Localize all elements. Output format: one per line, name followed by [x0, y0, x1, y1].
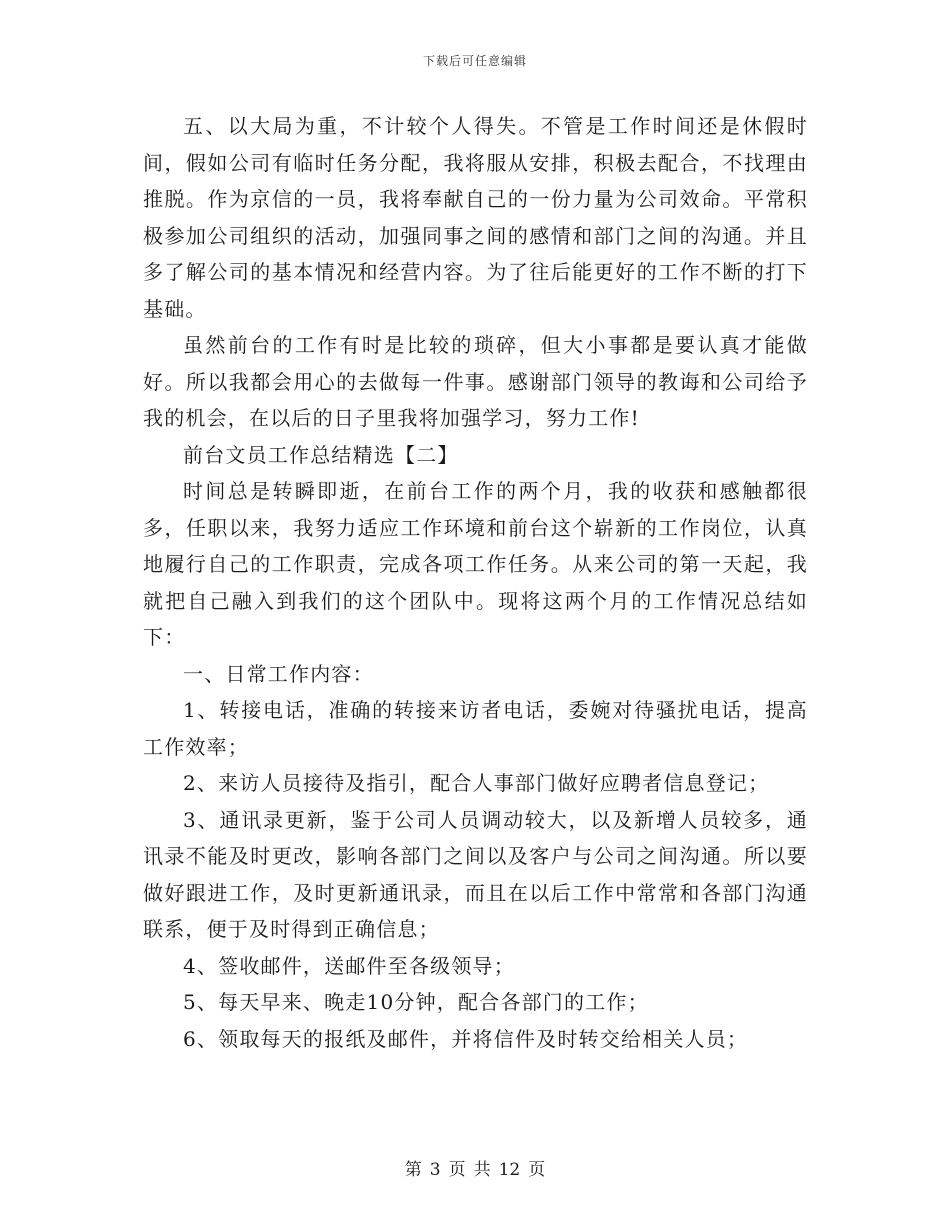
- list-item: 3、通讯录更新，鉴于公司人员调动较大，以及新增人员较多，通讯录不能及时更改，影响各部门之间以及客户与公司之间沟通。所以要做好跟进工作，及时更新通讯录，而且在以后工作中常常和各部门沟通联系，便于及时得到正确信息；: [143, 807, 808, 941]
- section-heading: 前台文员工作总结精选【二】: [183, 442, 459, 467]
- page-header: 下载后可任意编辑: [422, 54, 527, 68]
- footer-prefix: 第: [404, 1160, 422, 1180]
- list-item: 1、转接电话，准确的转接来访者电话，委婉对待骚扰电话，提高工作效率；: [143, 698, 808, 759]
- document-body: [143, 108, 808, 1057]
- list-item: 5、每天早来、晚走10分钟，配合各部门的工作；: [183, 990, 649, 1014]
- paragraph: 时间总是转瞬即逝，在前台工作的两个月，我的收获和感触都很多，任职以来，我努力适应工作环境和前台这个崭新的工作岗位，认真地履行自己的工作职责，完成各项工作任务。从来公司的第一天起，我就把自己融入到我们的这个团队中。现将这两个月的工作情况总结如下：: [143, 479, 808, 649]
- page-number: 3: [429, 1160, 441, 1180]
- footer-total-label: 共: [473, 1160, 491, 1180]
- list-item: 2、来访人员接待及指引，配合人事部门做好应聘者信息登记；: [183, 771, 770, 795]
- paragraph: 虽然前台的工作有时是比较的琐碎，但大小事都是要认真才能做好。所以我都会用心的去做每一件事。感谢部门领导的教诲和公司给予我的机会，在以后的日子里我将加强学习，努力工作!: [143, 333, 808, 430]
- footer-suffix: 页: [528, 1160, 546, 1180]
- paragraph: 五、以大局为重，不计较个人得失。不管是工作时间还是休假时间，假如公司有临时任务分配，我将服从安排，积极去配合，不找理由推脱。作为京信的一员，我将奉献自己的一份力量为公司效命。平常积极参加公司组织的活动，加强同事之间的感情和部门之间的沟通。并且多了解公司的基本情况和经营内容。为了往后能更好的工作不断的打下基础。: [143, 114, 808, 321]
- list-item: 4、签收邮件，送邮件至各级领导；: [183, 953, 515, 978]
- total-pages: 12: [498, 1160, 521, 1180]
- page-footer: [0, 1155, 950, 1180]
- list-item: 6、领取每天的报纸及邮件，并将信件及时转交给相关人员；: [183, 1026, 749, 1051]
- footer-page-label: 页: [448, 1160, 466, 1180]
- sub-heading: 一、日常工作内容：: [183, 661, 374, 686]
